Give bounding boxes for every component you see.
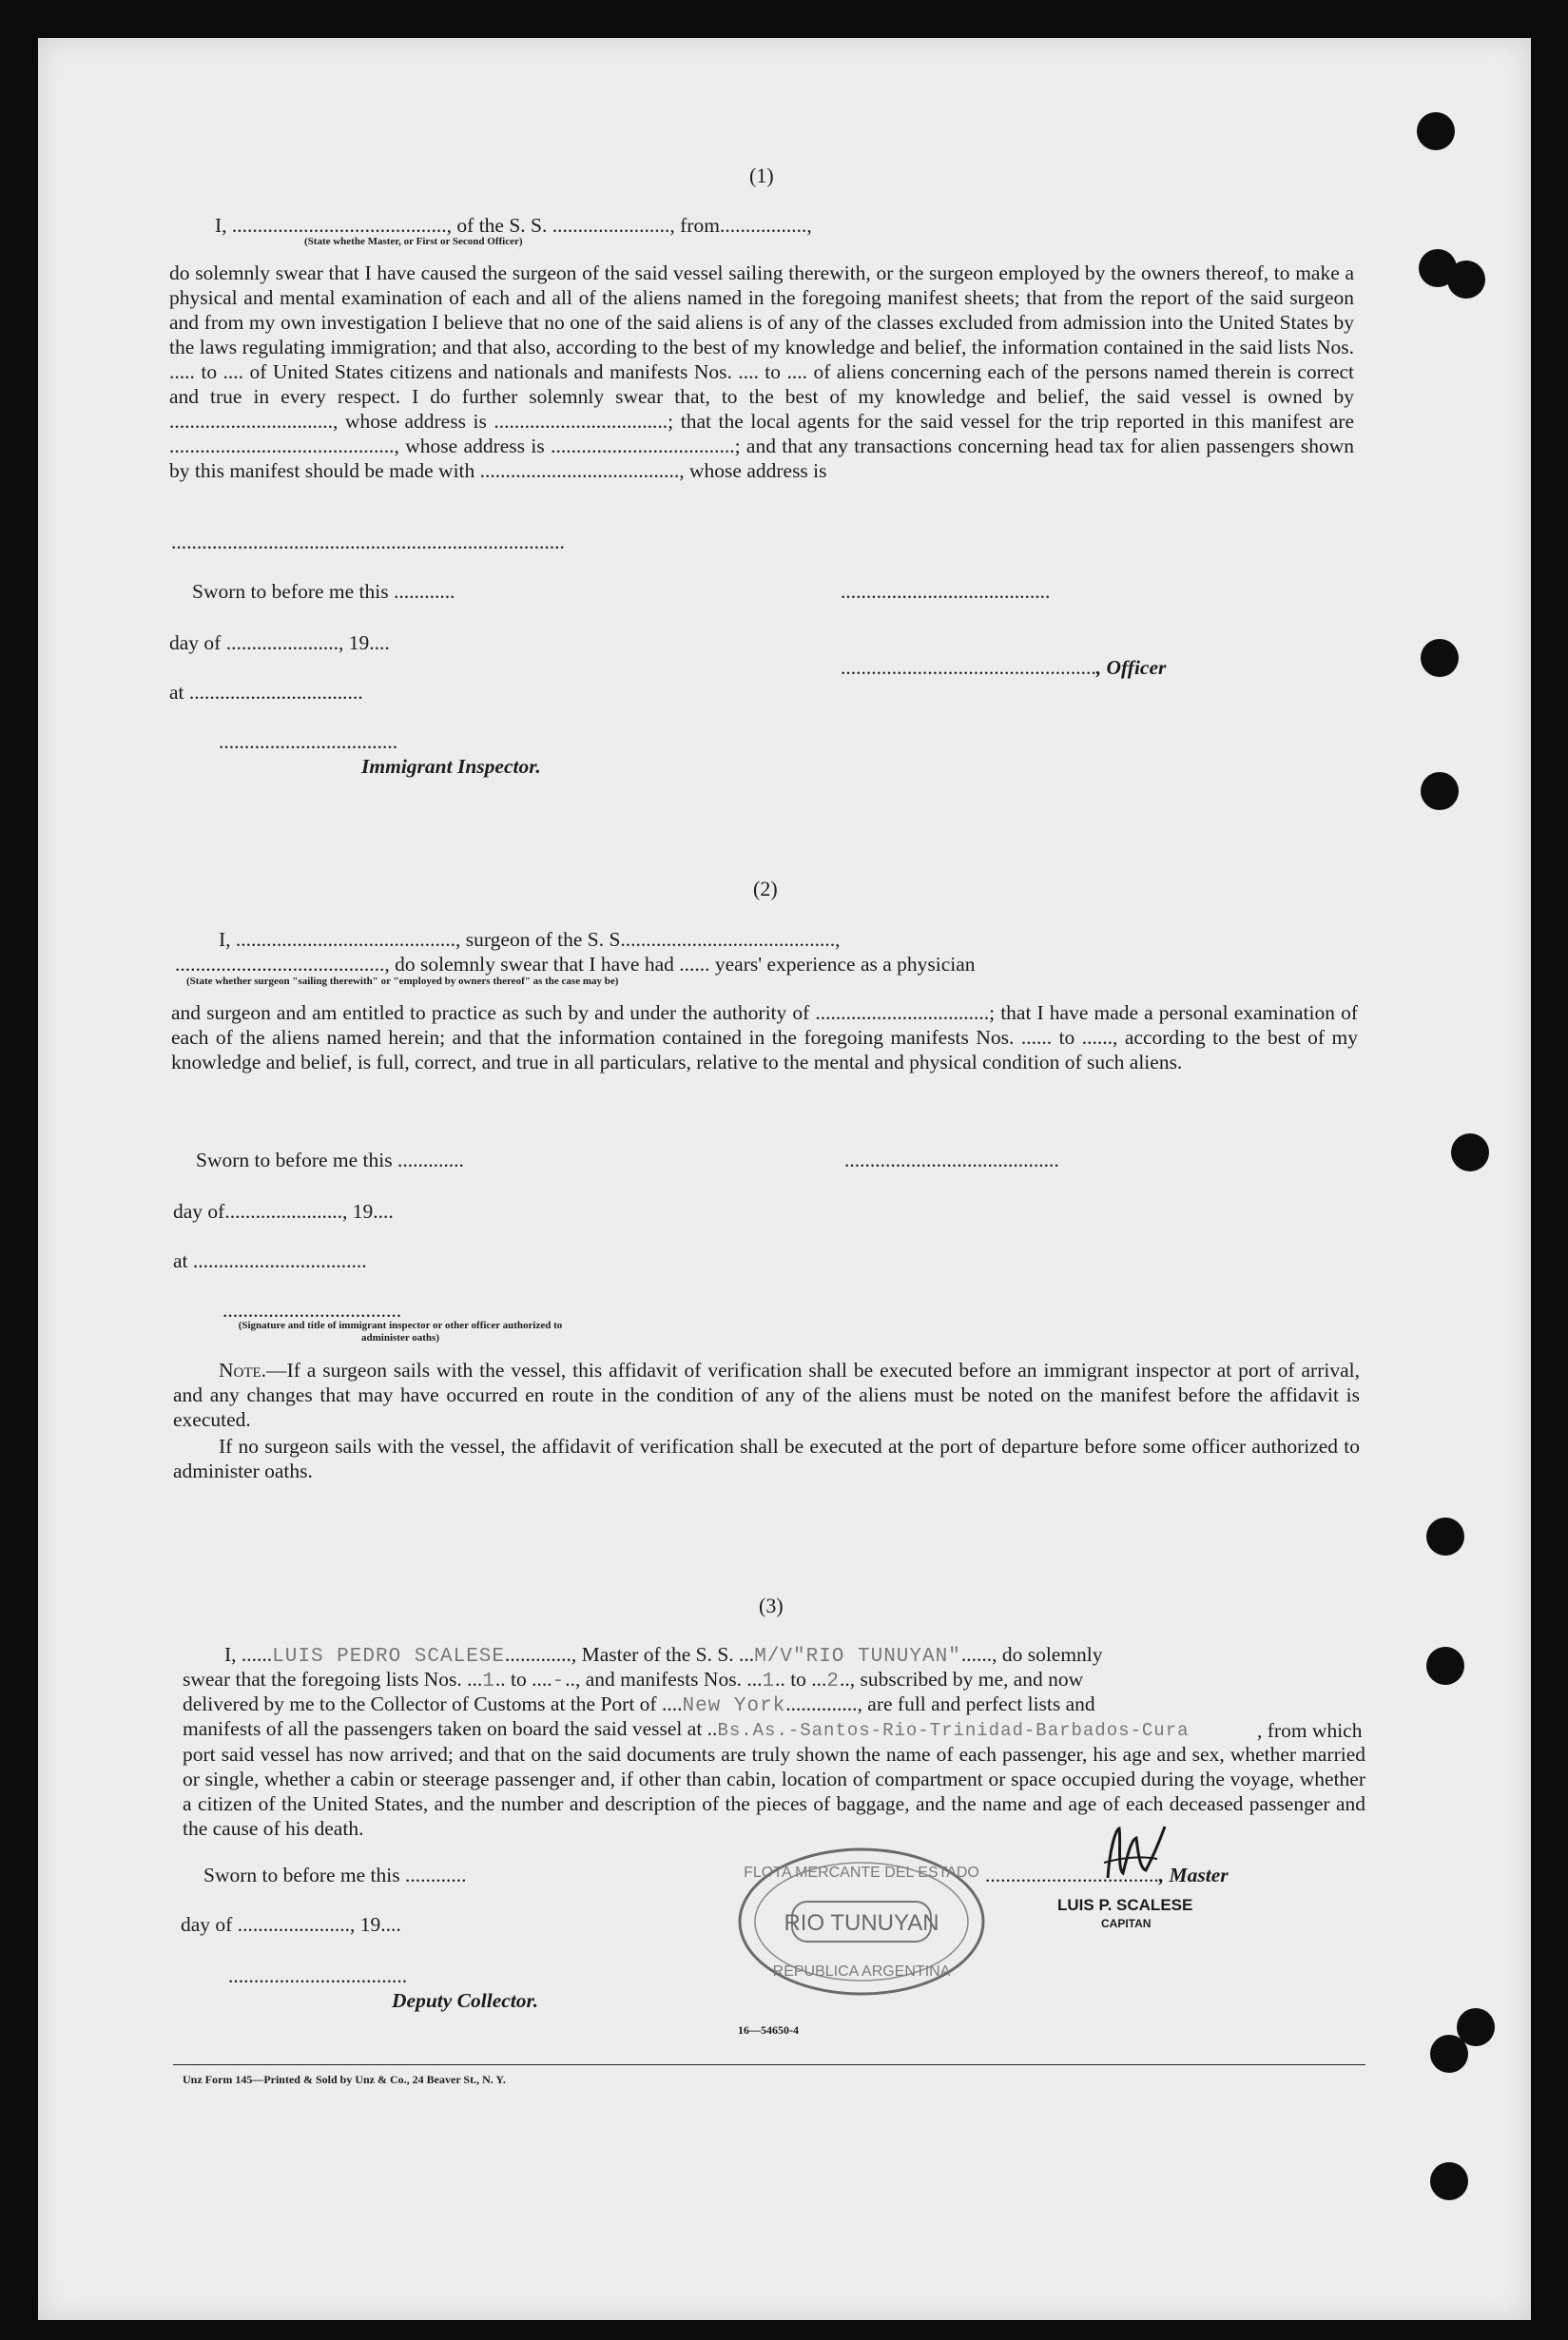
day-of-line: day of ......................, 19.... bbox=[181, 1913, 401, 1936]
printer-line: Unz Form 145—Printed & Sold by Unz & Co., 24 Beaver St., N. Y. bbox=[183, 2073, 506, 2086]
punch-hole bbox=[1421, 639, 1459, 677]
stamp-top-text: FLOTA MERCANTE DEL ESTADO bbox=[744, 1865, 979, 1881]
vessel-name: M/V"RIO TUNUYAN" bbox=[754, 1646, 961, 1668]
at-line: at .................................. bbox=[169, 681, 363, 704]
section-number: (1) bbox=[749, 164, 774, 187]
day-of-line: day of......................., 19.... bbox=[173, 1200, 394, 1223]
oath-line: swear that the foregoing lists Nos. ...1.. to ....-.., and manifests Nos. ...1.. to ...2.., subscribed by me, and now bbox=[183, 1668, 1084, 1692]
oath-body: and surgeon and am entitled to practice as such by and under the authority of ..................................; that I have made a personal examination of each of the aliens named herein; and that the information contained in the foregoing manifests Nos. ...... to ......, according to the best of my knowledge and belief, is full, correct, and true in all particulars, relative to the mental and physical condition of such aliens. bbox=[171, 1001, 1358, 1073]
note-text: If no surgeon sails with the vessel, the affidavit of verification shall be executed at the port of departure before some officer authorized to administer oaths. bbox=[173, 1435, 1360, 1482]
field-caption: (State whether surgeon "sailing therewith" or "employed by owners thereof" as the case may be) bbox=[186, 976, 619, 987]
deputy-collector-label: Deputy Collector. bbox=[392, 1989, 539, 2012]
punch-hole bbox=[1426, 1518, 1464, 1556]
port-name: New York bbox=[682, 1695, 786, 1717]
sworn-line: Sworn to before me this ............ bbox=[203, 1864, 467, 1886]
text: , from bbox=[669, 214, 720, 237]
sworn-line: Sworn to before me this ............ bbox=[192, 580, 455, 603]
section-number: (3) bbox=[759, 1594, 784, 1617]
signer-name: LUIS P. SCALESE bbox=[1057, 1896, 1193, 1914]
note-paragraph bbox=[173, 1434, 1360, 1483]
fill-dots: .................................. bbox=[985, 1864, 1159, 1886]
signature-dots: .......................................... bbox=[844, 1149, 1059, 1171]
manifest-from: 1 bbox=[762, 1671, 776, 1692]
oath-line: I, ......LUIS PEDRO SCALESE............., Master of the S. S. ...M/V"RIO TUNUYAN"......, do solemnly bbox=[224, 1643, 1103, 1668]
fill-dots: ................................... bbox=[219, 730, 398, 753]
ship-stamp bbox=[735, 1845, 988, 1999]
ports-of-call: Bs.As.-Santos-Rio-Trinidad-Barbados-Cura bbox=[717, 1720, 1190, 1741]
form-code: 16—54650-4 bbox=[738, 2023, 799, 2037]
fill-dots: .......................................... bbox=[231, 214, 447, 237]
officer-line bbox=[841, 656, 1166, 680]
day-of-line: day of ......................, 19.... bbox=[169, 631, 390, 654]
section-number: (2) bbox=[753, 877, 778, 900]
note-text: —If a surgeon sails with the vessel, this affidavit of verification shall be executed before an immigrant inspector at port of arrival, and any changes that may have occurred en route in the condition of any of the aliens must be noted on the manifest before the affidavit is executed. bbox=[173, 1359, 1360, 1431]
punch-hole bbox=[1417, 112, 1455, 150]
oath-line: manifests of all the passengers taken on board the said vessel at ..Bs.As.-Santos-Rio-Trinidad-Barbados-Cura bbox=[183, 1717, 1190, 1741]
signature-caption: (Signature and title of immigrant inspector or other officer authorized to administer oaths) bbox=[238, 1320, 563, 1344]
fill-dots: ............................................................................. bbox=[171, 531, 565, 553]
punch-hole bbox=[1421, 772, 1459, 810]
oath-body: port said vessel has now arrived; and that on the said documents are truly shown the name of each passenger, his age and sex, whether married or single, whether a cabin or steerage passenger and, if other than cabin, location of compartment or space occupied during the voyage, whether a citizen of the United States, and the number and description of the pieces of baggage, and the name and age of each deceased passenger and the cause of his death. bbox=[183, 1743, 1365, 1840]
punch-hole bbox=[1426, 1647, 1464, 1685]
master-name: LUIS PEDRO SCALESE bbox=[272, 1646, 506, 1668]
oath-line bbox=[215, 214, 812, 238]
footer-rule bbox=[173, 2064, 1365, 2065]
master-label: , Master bbox=[1158, 1864, 1229, 1886]
note-label: Note. bbox=[219, 1359, 267, 1382]
officer-label: , Officer bbox=[1095, 656, 1167, 679]
manifest-to: 2 bbox=[826, 1671, 841, 1692]
punch-hole bbox=[1447, 261, 1485, 299]
fill-dots: ....................... bbox=[552, 214, 670, 237]
fill-dots: ................................... bbox=[223, 1299, 402, 1322]
list-to: - bbox=[552, 1671, 566, 1692]
signature-dots: ......................................... bbox=[841, 580, 1051, 603]
punch-hole bbox=[1430, 2162, 1468, 2200]
text: , of the S. S. bbox=[446, 214, 548, 237]
text: I, bbox=[215, 214, 227, 237]
text: , from which bbox=[1257, 1719, 1363, 1742]
fill-dots: ................., bbox=[719, 214, 812, 237]
oath-line: I, ..........................................., surgeon of the S. S.........................................., bbox=[219, 928, 841, 951]
field-caption: (State whethe Master, or First or Second Officer) bbox=[304, 236, 523, 247]
master-signature bbox=[1098, 1821, 1174, 1887]
punch-hole bbox=[1451, 1133, 1489, 1171]
fill-dots: .................................................. bbox=[841, 656, 1096, 679]
oath-line: ........................................., do solemnly swear that I have had ...... years' experience as a physician bbox=[175, 953, 976, 976]
oath-line: delivered by me to the Collector of Customs at the Port of ....New York.............., are full and perfect lists and bbox=[183, 1692, 1095, 1717]
fill-dots: ................................... bbox=[228, 1964, 408, 1987]
signer-title: CAPITAN bbox=[1101, 1917, 1152, 1930]
inspector-label: Immigrant Inspector. bbox=[361, 755, 541, 778]
oath-body: do solemnly swear that I have caused the surgeon of the said vessel sailing therewith, or the surgeon employed by the owners thereof, to make a physical and mental examination of each and all of the aliens named in the foregoing manifest sheets; that from the report of the said surgeon and from my own investigation I believe that no one of the said aliens is of any of the classes excluded from admission into the United States by the laws regulating immigration; and that also, according to the best of my knowledge and belief, the information contained in the said lists Nos. ..... to .... of United States citizens and nationals and manifests Nos. .... to .... of aliens concerning each of the persons named therein is correct and true in every respect. I do further solemnly swear that, to the best of my knowledge and belief, the said vessel is owned by ................................, whose address is ..................................; that the local agents for the said vessel for the trip reported in this manifest are ............................................, whose address is ....................................; and that any transactions concerning head tax for alien passengers shown by this manifest should be made with ......................................., whose address is bbox=[169, 261, 1354, 482]
stamp-bottom-text: REPUBLICA ARGENTINA bbox=[772, 1963, 951, 1980]
sworn-line: Sworn to before me this ............. bbox=[196, 1149, 464, 1171]
stamp-center-text: RIO TUNUYAN bbox=[784, 1910, 939, 1936]
punch-hole bbox=[1430, 2035, 1468, 2073]
list-from: 1 bbox=[482, 1671, 495, 1692]
at-line: at .................................. bbox=[173, 1249, 367, 1272]
note-paragraph bbox=[173, 1358, 1360, 1432]
